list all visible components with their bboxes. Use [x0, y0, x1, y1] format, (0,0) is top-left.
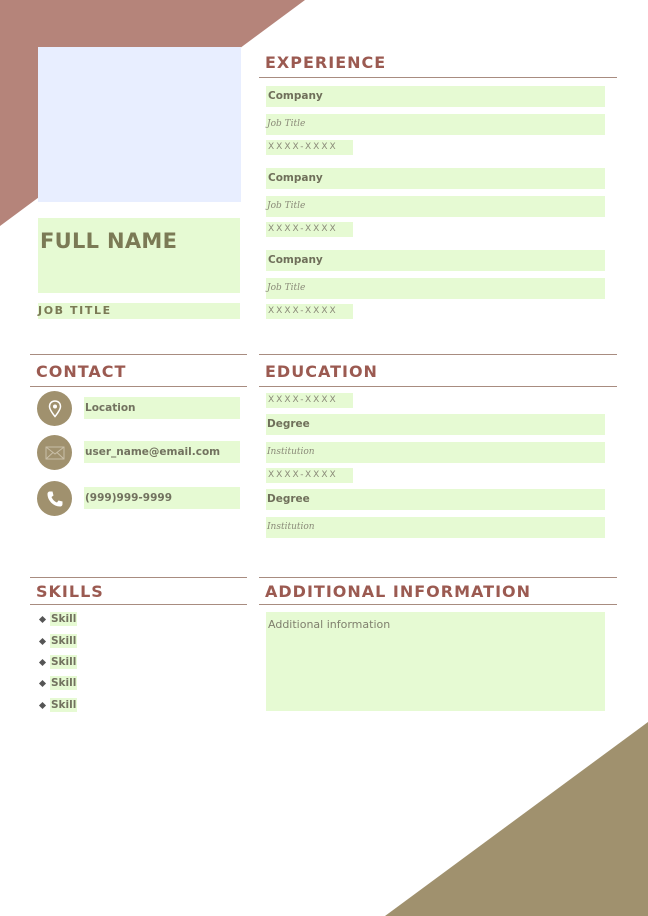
profile-photo-placeholder[interactable]: [38, 47, 241, 202]
additional-top-rule: [259, 577, 617, 578]
additional-heading: ADDITIONAL INFORMATION: [265, 582, 532, 601]
bullet-icon: [39, 701, 46, 708]
profile-job-title[interactable]: JOB TITLE: [38, 304, 112, 317]
dates-text: XXXX-XXXX: [268, 224, 338, 234]
skill-label: Skill: [51, 699, 77, 711]
job-title-field[interactable]: [266, 278, 605, 299]
job-title-text: Job Title: [267, 201, 306, 211]
skill-item[interactable]: [37, 612, 77, 626]
bullet-icon: [39, 615, 46, 622]
bullet-icon: [39, 658, 46, 665]
bullet-icon: [39, 637, 46, 644]
degree-text: Degree: [267, 493, 310, 505]
job-title-text: Job Title: [267, 119, 306, 129]
skills-top-rule: [30, 577, 247, 578]
skill-item[interactable]: [37, 655, 77, 669]
skill-label: Skill: [51, 613, 77, 625]
contact-top-rule: [30, 354, 247, 355]
institution-text: Institution: [267, 447, 315, 457]
job-title-field[interactable]: [266, 114, 605, 135]
contact-heading: CONTACT: [36, 362, 127, 381]
location-text: Location: [85, 402, 136, 414]
additional-rule: [259, 604, 617, 605]
education-top-rule: [259, 354, 617, 355]
dates-text: XXXX-XXXX: [268, 395, 338, 405]
degree-field[interactable]: [266, 489, 605, 510]
degree-field[interactable]: [266, 414, 605, 435]
education-rule: [259, 386, 617, 387]
phone-icon: [37, 481, 72, 516]
dates-text: XXXX-XXXX: [268, 470, 338, 480]
additional-information-text: Additional information: [268, 618, 391, 631]
location-pin-icon: [37, 391, 72, 426]
bullet-icon: [39, 679, 46, 686]
skill-label: Skill: [51, 635, 77, 647]
skill-item[interactable]: [37, 634, 77, 648]
company-text: Company: [268, 254, 323, 266]
bottom-right-triangle: [385, 722, 648, 916]
dates-text: XXXX-XXXX: [268, 142, 338, 152]
email-text: user_name@email.com: [85, 446, 221, 458]
envelope-icon: [37, 435, 72, 470]
job-title-field[interactable]: [266, 196, 605, 217]
institution-field[interactable]: [266, 517, 605, 538]
institution-text: Institution: [267, 522, 315, 532]
company-text: Company: [268, 90, 323, 102]
skills-heading: SKILLS: [36, 582, 104, 601]
experience-heading: EXPERIENCE: [265, 53, 387, 72]
dates-text: XXXX-XXXX: [268, 306, 338, 316]
degree-text: Degree: [267, 418, 310, 430]
company-text: Company: [268, 172, 323, 184]
education-heading: EDUCATION: [265, 362, 378, 381]
full-name[interactable]: FULL NAME: [40, 229, 178, 253]
institution-field[interactable]: [266, 442, 605, 463]
contact-rule: [30, 386, 247, 387]
skill-item[interactable]: [37, 698, 77, 712]
job-title-text: Job Title: [267, 283, 306, 293]
experience-rule: [259, 77, 617, 78]
phone-text: (999)999-9999: [85, 492, 173, 504]
skills-rule: [30, 604, 247, 605]
skill-label: Skill: [51, 656, 77, 668]
skill-label: Skill: [51, 677, 77, 689]
skill-item[interactable]: [37, 676, 77, 690]
